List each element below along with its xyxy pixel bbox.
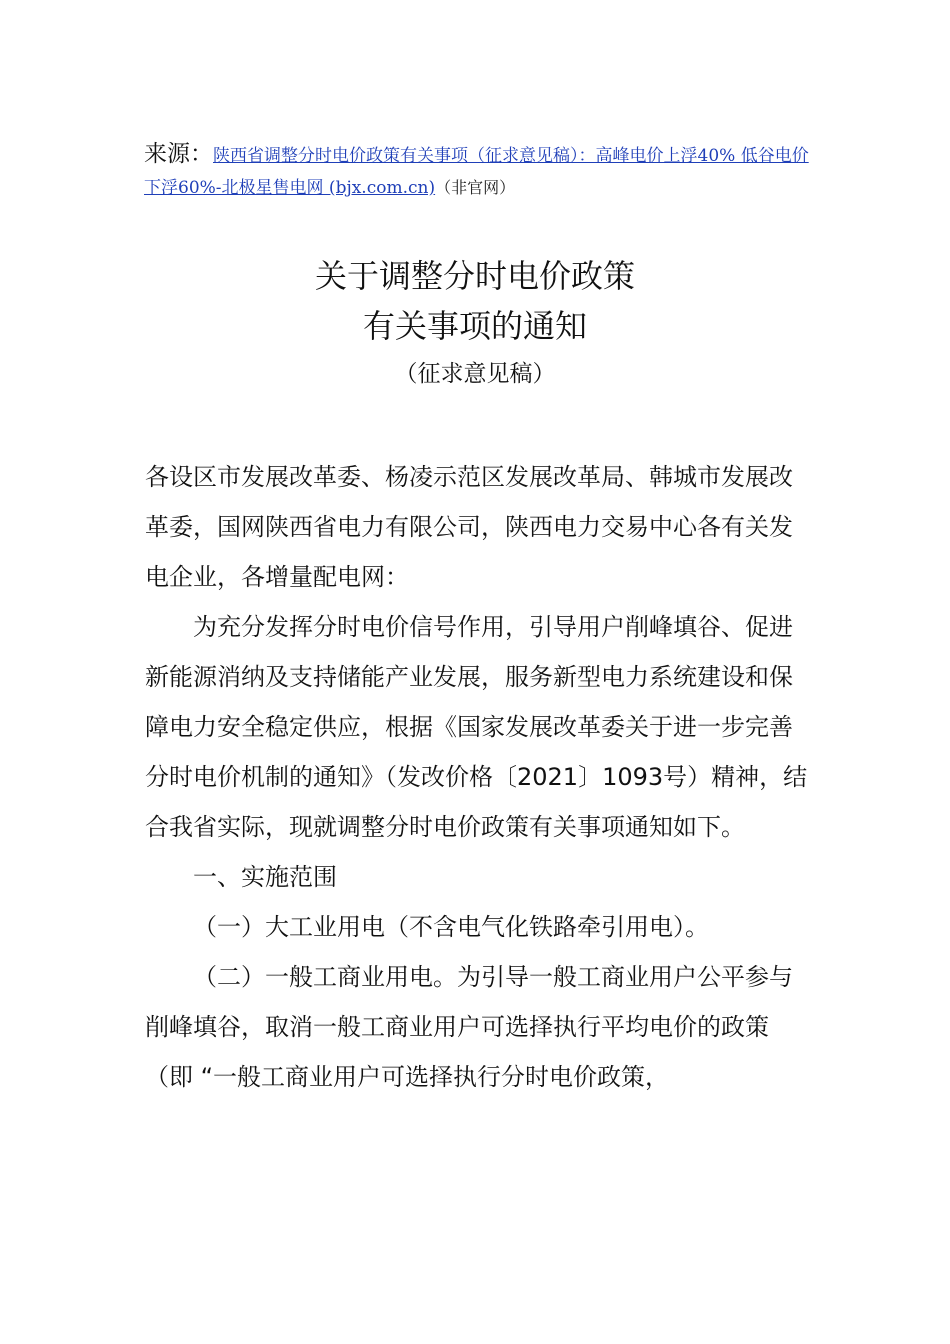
source-note: （非官网） bbox=[435, 178, 516, 197]
document-body bbox=[145, 452, 810, 1102]
document-subtitle: （征求意见稿） bbox=[394, 361, 556, 387]
list-item-1: （一）大工业用电（不含电气化铁路牵引用电）。 bbox=[193, 913, 709, 941]
source-line bbox=[144, 138, 814, 204]
source-label: 来源： bbox=[144, 141, 213, 167]
list-item-2: （二）一般工商业用电。为引导一般工商业用户公平参与削峰填谷，取消一般工商业用户可选择执行平均电价的政策（即 “一般工商业用户可选择执行分时电价政策， bbox=[145, 963, 793, 1091]
addressee-paragraph: 各设区市发展改革委、杨凌示范区发展改革局、韩城市发展改革委，国网陕西省电力有限公司，陕西电力交易中心各有关发电企业，各增量配电网： bbox=[145, 463, 793, 591]
section-heading: 一、实施范围 bbox=[193, 863, 337, 891]
intro-paragraph: 为充分发挥分时电价信号作用，引导用户削峰填谷、促进新能源消纳及支持储能产业发展，服务新型电力系统建设和保障电力安全稳定供应，根据《国家发展改革委关于进一步完善分时电价机制的通知》（发改价格〔2021〕1093号）精神，结合我省实际，现就调整分时电价政策有关事项通知如下。 bbox=[145, 613, 808, 841]
document-title-line-2: 有关事项的通知 bbox=[362, 307, 587, 345]
document-title-line-1: 关于调整分时电价政策 bbox=[314, 257, 635, 295]
source-link[interactable]: 陕西省调整分时电价政策有关事项（征求意见稿）：高峰电价上浮40% 低谷电价下浮60%-北极星售电网 (bjx.com.cn) bbox=[144, 146, 809, 198]
